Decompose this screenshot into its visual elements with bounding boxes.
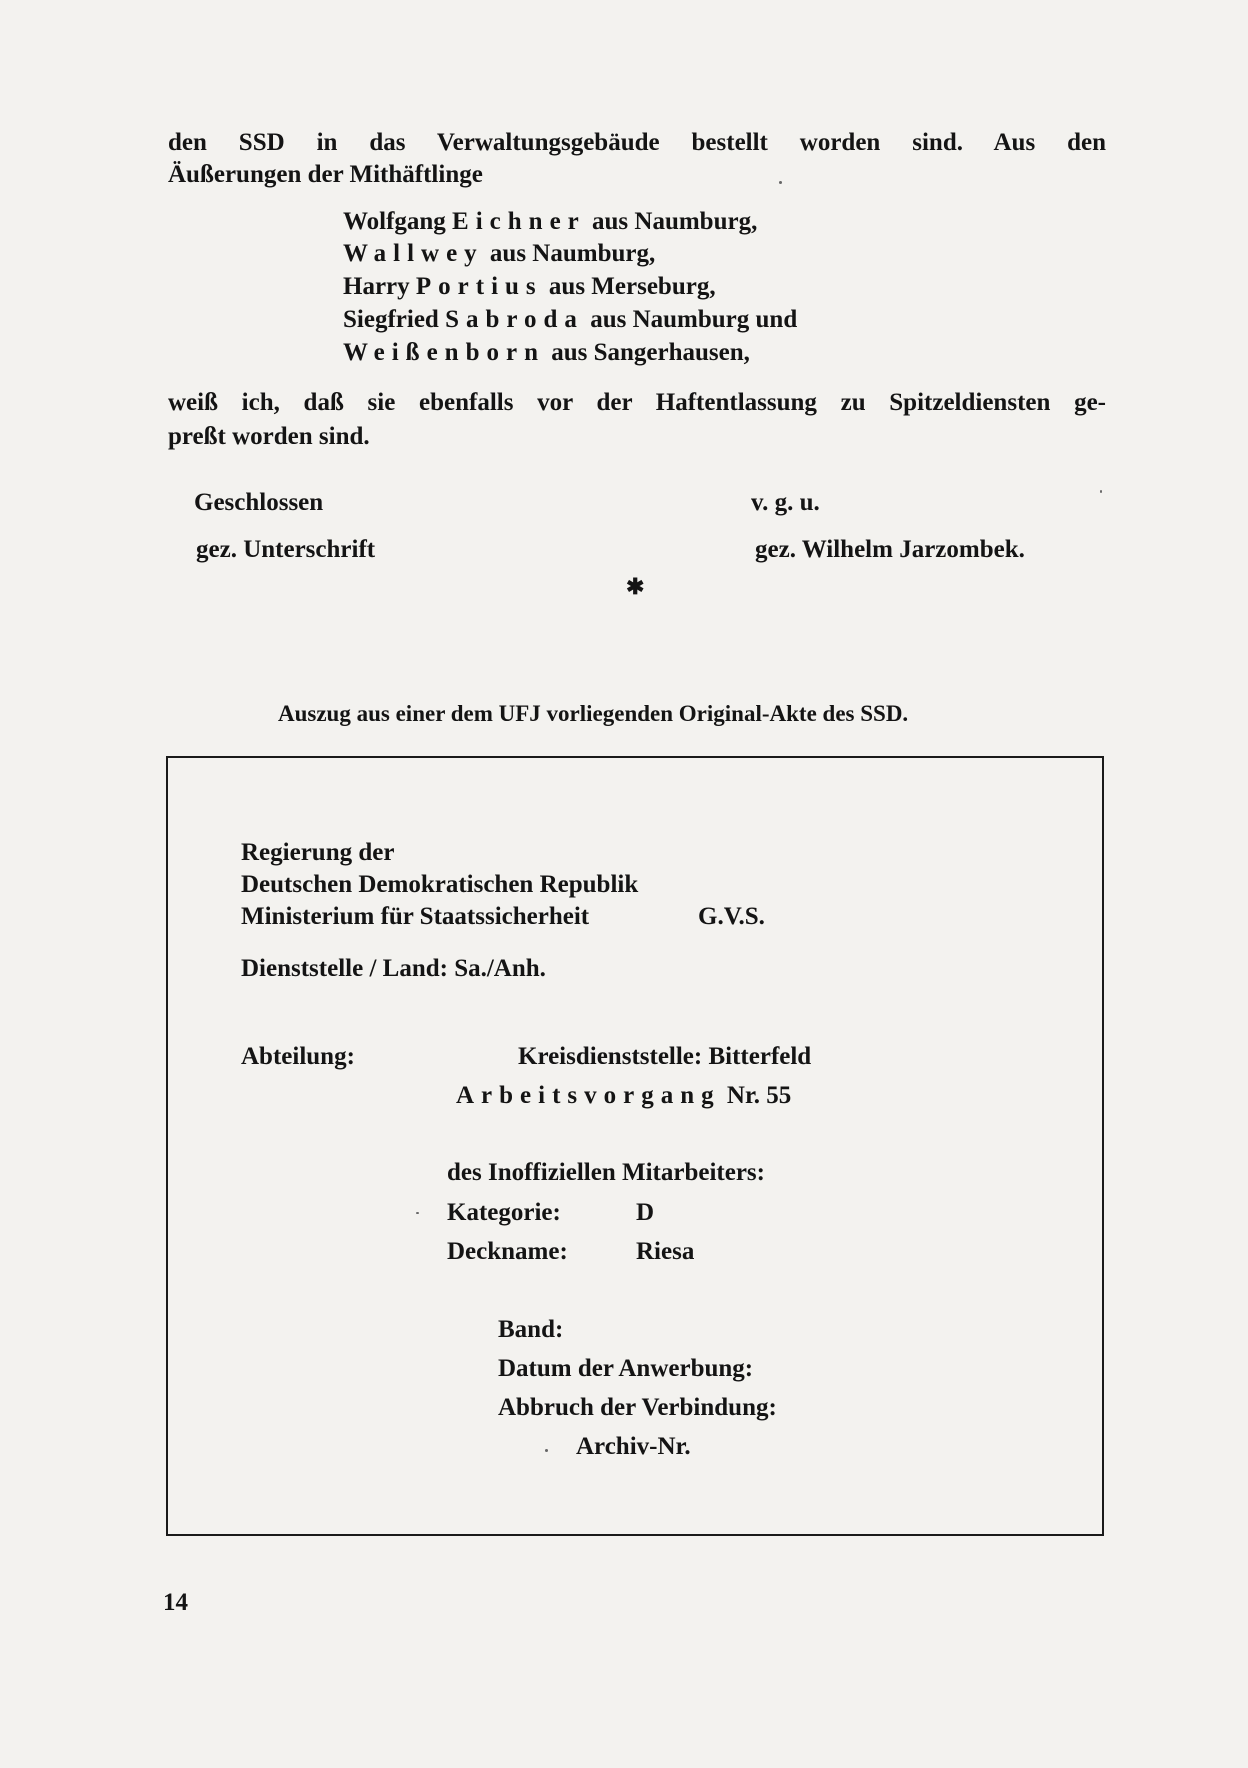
department-label: Abteilung: [241, 1043, 355, 1070]
paragraph-2-line-2: preßt worden sind. [168, 423, 370, 450]
closing-right-1: v. g. u. [751, 489, 820, 516]
paragraph-1-line-2: Äußerungen der Mithäftlinge [168, 161, 483, 188]
category-value: D [636, 1199, 655, 1226]
termination-label: Abbruch der Verbindung: [498, 1394, 777, 1421]
scan-speck [416, 1212, 419, 1214]
scan-speck [1100, 490, 1102, 493]
recruitment-date-label: Datum der Anwerbung: [498, 1355, 754, 1382]
person-line: Siegfried Sabroda aus Naumburg und [343, 306, 798, 333]
case-number: Arbeitsvorgang Nr. 55 [456, 1082, 792, 1109]
separator-star-icon: ✱ [626, 574, 645, 599]
office-line: Dienststelle / Land: Sa./Anh. [241, 955, 546, 982]
person-line: Harry Portius aus Merseburg, [343, 273, 716, 300]
caption: Auszug aus einer dem UFJ vorliegenden Original-Akte des SSD. [278, 701, 909, 726]
codename-value: Riesa [636, 1238, 695, 1265]
scan-speck [545, 1449, 548, 1452]
closing-right-2: gez. Wilhelm Jarzombek. [755, 536, 1025, 563]
codename-label: Deckname: [447, 1238, 568, 1265]
informant-heading: des Inoffiziellen Mitarbeiters: [447, 1159, 765, 1186]
archive-number-label: Archiv-Nr. [576, 1433, 691, 1460]
person-line: Weißenborn aus Sangerhausen, [343, 339, 750, 366]
closing-left-1: Geschlossen [194, 489, 324, 516]
classification-mark: G.V.S. [698, 903, 765, 930]
page-number: 14 [163, 1589, 188, 1616]
paragraph-2-line-1: weiß ich, daß sie ebenfalls vor der Haftentlassung zu Spitzeldiensten ge- [168, 389, 1106, 416]
authority-line-3: Ministerium für Staatssicherheit [241, 903, 590, 930]
scan-speck [779, 181, 782, 184]
category-label: Kategorie: [447, 1199, 561, 1226]
closing-left-2: gez. Unterschrift [196, 536, 376, 563]
authority-line-2: Deutschen Demokratischen Republik [241, 871, 639, 898]
paragraph-1-line-1: den SSD in das Verwaltungsgebäude bestellt worden sind. Aus den [168, 129, 1106, 156]
volume-label: Band: [498, 1316, 564, 1343]
person-line: Wallwey aus Naumburg, [343, 240, 656, 267]
person-line: Wolfgang Eichner aus Naumburg, [343, 208, 758, 235]
district-office: Kreisdienststelle: Bitterfeld [518, 1043, 812, 1070]
authority-line-1: Regierung der [241, 839, 395, 866]
